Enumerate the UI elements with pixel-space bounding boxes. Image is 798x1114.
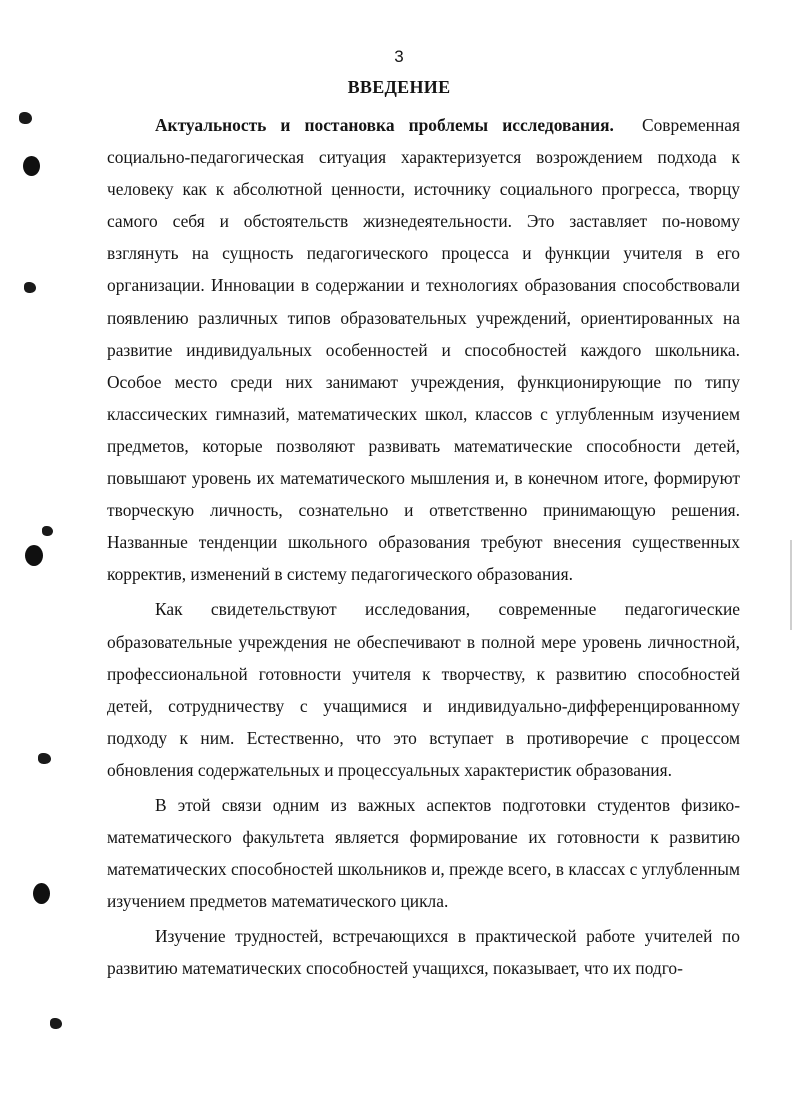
paragraph-text: Изучение трудностей, встречающихся в практической работе учителей по развитию математических способностей учащихся, показывает, что их подго- — [107, 926, 740, 979]
section-subheading: Актуальность и постановка проблемы исследования. — [155, 115, 614, 135]
scan-speck — [19, 112, 32, 124]
punch-hole — [25, 545, 43, 566]
punch-hole — [33, 883, 50, 904]
paragraph-text: Как свидетельствуют исследования, современные педагогические образовательные учреждения не обеспечивают в полной мере уровень личностной, профессиональной готовности учителя к творчеству, к развитию способностей детей, сотрудничеству с учащимися и индивидуально-дифференцированному подходу к ним. Естественно, что это вступает в противоречие с процессом обновления содержательных и процессуальных характеристик образования. — [107, 599, 740, 780]
body-text — [107, 109, 740, 985]
paragraph — [107, 920, 740, 984]
paragraph — [107, 109, 740, 590]
scan-speck — [38, 753, 51, 764]
paragraph-text: В этой связи одним из важных аспектов подготовки студентов физико-математического факультета является формирование их готовности к развитию математических способностей школьников и, прежде всего, в классах с углубленным изучением предметов математического цикла. — [107, 794, 740, 912]
scan-speck — [24, 282, 36, 293]
page-number: 3 — [394, 47, 404, 66]
paragraph — [107, 789, 740, 917]
scan-edge-mark — [790, 540, 792, 630]
paragraph — [107, 593, 740, 786]
scan-speck — [50, 1018, 62, 1029]
paragraph-text: Современная социально-педагогическая ситуация характеризуется возрождением подхода к человеку как к абсолютной ценности, источнику социального прогресса, творцу самого себя и обстоятельств жизнедеятельности. Это заставляет по-новому взглянуть на сущность педагогического процесса и функции учителя в его организации. Инновации в содержании и технологиях образования способствовали появлению различных типов образовательных учреждений, ориентированных на развитие индивидуальных особенностей и способностей каждого школьника. Особое место среди них занимают учреждения, функционирующие по типу классических гимназий, математических школ, классов с углубленным изучением предметов, которые позволяют развивать математические способности детей, повышают уровень их математического мышления и, в конечном итоге, формируют творческую личность, сознательно и ответственно принимающую решения. Названные тенденции школьного образования требуют внесения существенных корректив, изменений в систему педагогического образования. — [107, 115, 740, 585]
punch-hole — [23, 156, 40, 176]
page-title: ВВЕДЕНИЕ — [347, 77, 451, 97]
scan-speck — [42, 526, 53, 536]
